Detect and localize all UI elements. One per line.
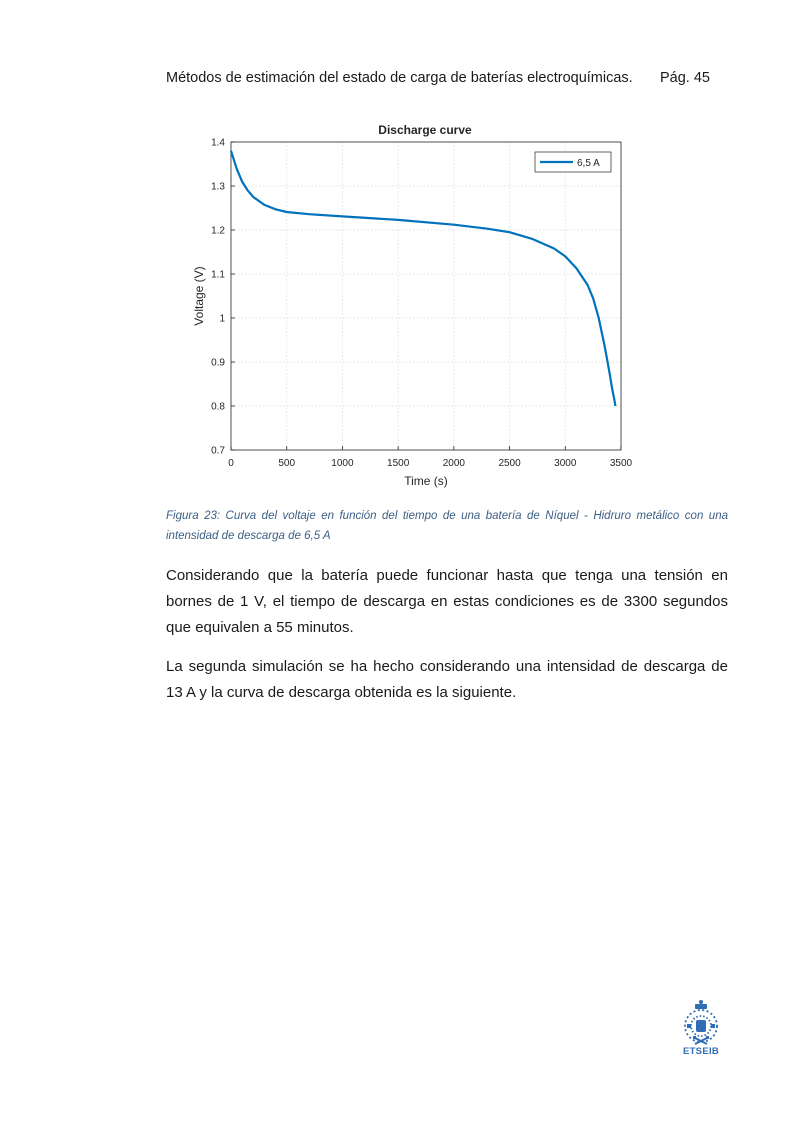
x-tick-label: 1500: [387, 458, 410, 469]
page-number: Pág. 45: [660, 70, 710, 86]
chart-svg: [185, 118, 645, 498]
legend-label: 6,5 A: [577, 158, 600, 169]
paragraph-2: La segunda simulación se ha hecho considerando una intensidad de descarga de 13 A y la curva de descarga obtenida es la siguiente.: [166, 658, 728, 701]
x-tick-label: 3500: [609, 458, 633, 469]
y-tick-label: 1.3: [211, 181, 225, 193]
y-axis-label: Voltage (V): [192, 266, 206, 326]
logo-text: ETSEIB: [682, 1046, 720, 1057]
x-tick-label: 3000: [554, 458, 577, 469]
x-tick-label: 500: [278, 458, 296, 469]
x-tick-label: 2000: [442, 458, 465, 469]
y-tick-label: 0.9: [211, 357, 225, 369]
y-tick-label: 0.7: [211, 445, 225, 457]
grid: [231, 142, 621, 450]
x-tick-label: 1000: [331, 458, 354, 469]
x-tick-label: 0: [228, 458, 234, 469]
y-tick-label: 1.4: [211, 137, 225, 149]
document-title: Métodos de estimación del estado de carga de baterías electroquímicas.: [166, 70, 633, 86]
y-tick-label: 1: [219, 313, 225, 325]
axis-ticks: [211, 138, 632, 470]
paragraph-1: Considerando que la batería puede funcionar hasta que tenga una tensión en bornes de 1 V, el tiempo de descarga en estas condiciones es de 3300 segundos que equivalen a 55 minutos.: [166, 567, 728, 636]
plot-area: [231, 142, 621, 450]
page-header: [166, 70, 710, 86]
series-line-6-5a: [231, 151, 615, 406]
legend: [535, 152, 611, 172]
discharge-chart: [185, 118, 645, 498]
x-tick-label: 2500: [498, 458, 521, 469]
y-tick-label: 1.1: [211, 269, 225, 281]
y-tick-label: 1.2: [211, 225, 225, 237]
x-axis-label: Time (s): [404, 474, 448, 488]
chart-title: Discharge curve: [378, 123, 472, 137]
y-tick-label: 0.8: [211, 401, 225, 413]
figure-caption: Figura 23: Curva del voltaje en función del tiempo de una batería de Níquel - Hidruro metálico con una intensidad de descarga de 6,5 A: [166, 510, 728, 542]
